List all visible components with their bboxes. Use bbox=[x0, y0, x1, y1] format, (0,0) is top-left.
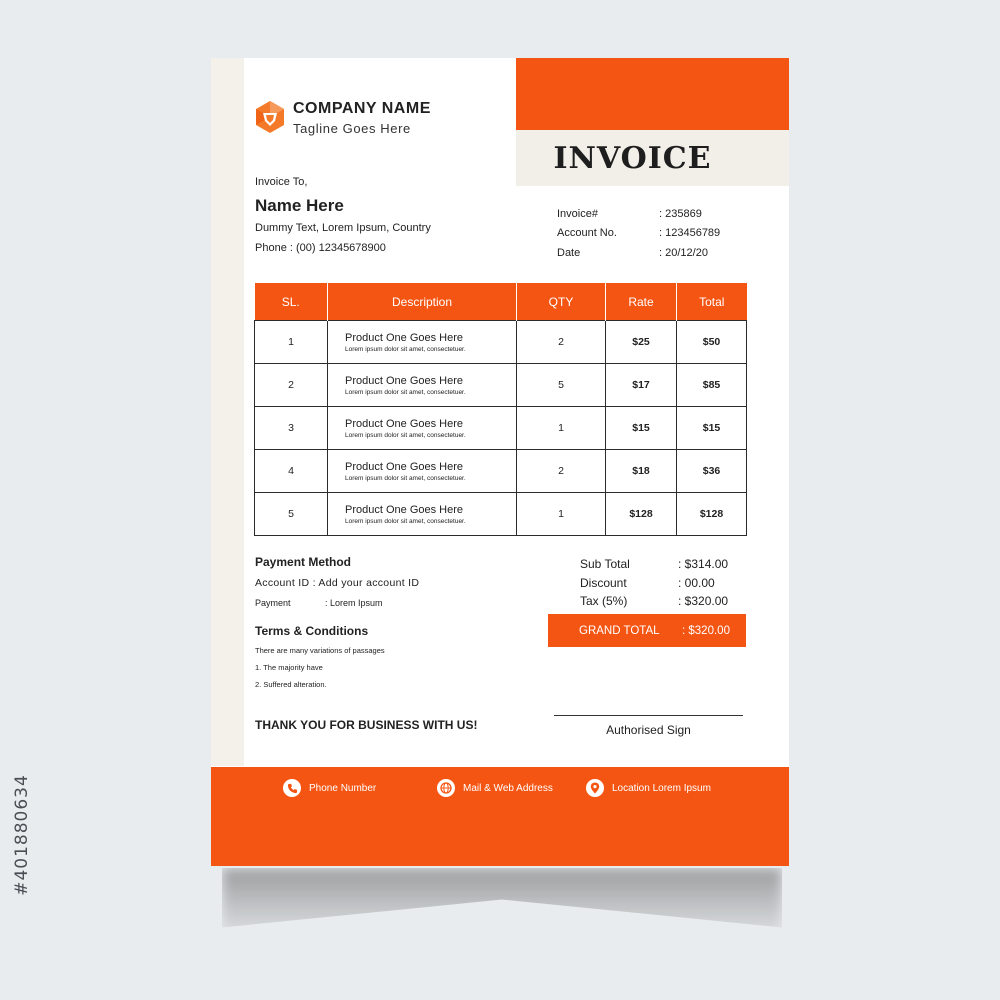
side-strip bbox=[211, 58, 244, 766]
location-pin-icon bbox=[586, 779, 604, 797]
cell-total: $50 bbox=[677, 321, 747, 364]
cell-qty: 1 bbox=[517, 493, 606, 536]
product-title: Product One Goes Here bbox=[345, 460, 464, 473]
cell-qty: 2 bbox=[517, 450, 606, 493]
meta-label: Invoice# bbox=[557, 207, 598, 220]
client-address: Dummy Text, Lorem Ipsum, Country bbox=[255, 222, 431, 234]
client-name: Name Here bbox=[255, 196, 344, 215]
company-name: COMPANY NAME bbox=[293, 100, 431, 117]
terms-heading: Terms & Conditions bbox=[255, 624, 369, 638]
cell-rate: $18 bbox=[606, 450, 677, 493]
company-block bbox=[293, 100, 431, 136]
cell-qty: 5 bbox=[517, 364, 606, 407]
meta-value: : 20/12/20 bbox=[659, 246, 708, 259]
product-title: Product One Goes Here bbox=[345, 374, 464, 387]
cell-description bbox=[328, 450, 517, 493]
table-row bbox=[255, 321, 747, 364]
invoice-page bbox=[211, 58, 789, 866]
cell-description bbox=[328, 407, 517, 450]
table-row bbox=[255, 493, 747, 536]
signature-line bbox=[554, 715, 743, 716]
cell-sl: 3 bbox=[255, 407, 328, 450]
cell-total: $36 bbox=[677, 450, 747, 493]
terms-line: 1. The majority have bbox=[255, 663, 323, 672]
product-subtitle: Lorem ipsum dolor sit amet, consectetuer. bbox=[345, 388, 466, 396]
product-subtitle: Lorem ipsum dolor sit amet, consectetuer. bbox=[345, 345, 466, 353]
grand-total-value: : $320.00 bbox=[682, 624, 730, 637]
invoice-to-block bbox=[255, 176, 431, 254]
cell-sl: 4 bbox=[255, 450, 328, 493]
footer-phone-label: Phone Number bbox=[309, 782, 377, 794]
totals-row bbox=[580, 592, 728, 611]
payment-method-block bbox=[255, 555, 419, 608]
product-subtitle: Lorem ipsum dolor sit amet, consectetuer. bbox=[345, 474, 466, 482]
cell-description bbox=[328, 493, 517, 536]
table-row bbox=[255, 450, 747, 493]
footer-web bbox=[437, 779, 553, 797]
col-header-rate: Rate bbox=[606, 283, 677, 321]
table-row bbox=[255, 407, 747, 450]
totals-row bbox=[580, 574, 728, 593]
col-header-sl: SL. bbox=[255, 283, 328, 321]
product-title: Product One Goes Here bbox=[345, 331, 464, 344]
client-phone: Phone : (00) 12345678900 bbox=[255, 242, 386, 254]
totals-value: : 00.00 bbox=[678, 575, 715, 590]
cell-rate: $128 bbox=[606, 493, 677, 536]
col-header-qty: QTY bbox=[517, 283, 606, 321]
payment-row bbox=[255, 598, 419, 608]
cell-rate: $25 bbox=[606, 321, 677, 364]
payment-heading: Payment Method bbox=[255, 555, 352, 569]
payment-value: : Lorem Ipsum bbox=[325, 598, 383, 608]
meta-label: Date bbox=[557, 246, 581, 259]
thank-you-note: THANK YOU FOR BUSINESS WITH US! bbox=[255, 718, 478, 732]
terms-block bbox=[255, 624, 385, 689]
table-row bbox=[255, 364, 747, 407]
cell-total: $15 bbox=[677, 407, 747, 450]
meta-row bbox=[557, 224, 720, 244]
product-title: Product One Goes Here bbox=[345, 503, 464, 516]
terms-line: 2. Suffered alteration. bbox=[255, 680, 327, 689]
items-table bbox=[254, 283, 747, 536]
table-header-row bbox=[255, 283, 747, 321]
totals-value: : $314.00 bbox=[678, 557, 729, 572]
totals-label: Sub Total bbox=[580, 557, 630, 572]
product-title: Product One Goes Here bbox=[345, 417, 464, 430]
cell-rate: $15 bbox=[606, 407, 677, 450]
terms-line: There are many variations of passages bbox=[255, 646, 385, 655]
totals-block bbox=[580, 555, 728, 611]
footer-phone bbox=[283, 779, 376, 797]
cell-total: $85 bbox=[677, 364, 747, 407]
invoice-meta bbox=[557, 204, 720, 263]
cell-total: $128 bbox=[677, 493, 747, 536]
stock-id: #401880634 bbox=[12, 774, 32, 896]
meta-row bbox=[557, 204, 720, 224]
col-header-total: Total bbox=[677, 283, 747, 321]
product-subtitle: Lorem ipsum dolor sit amet, consectetuer. bbox=[345, 431, 466, 439]
grand-total-bar bbox=[548, 614, 746, 647]
meta-label: Account No. bbox=[557, 227, 617, 240]
cell-sl: 2 bbox=[255, 364, 328, 407]
meta-value: : 123456789 bbox=[659, 227, 721, 240]
phone-icon bbox=[283, 779, 301, 797]
footer-web-label: Mail & Web Address bbox=[463, 782, 553, 794]
page-shadow bbox=[222, 868, 782, 938]
payment-account: Account ID : Add your account ID bbox=[255, 577, 420, 589]
totals-row bbox=[580, 555, 728, 574]
title-box bbox=[516, 130, 789, 186]
footer-location-label: Location Lorem Ipsum bbox=[612, 782, 711, 794]
signature-label: Authorised Sign bbox=[606, 723, 691, 737]
meta-row bbox=[557, 243, 720, 263]
cell-qty: 1 bbox=[517, 407, 606, 450]
cell-description bbox=[328, 321, 517, 364]
company-logo-icon bbox=[253, 100, 287, 134]
product-subtitle: Lorem ipsum dolor sit amet, consectetuer. bbox=[345, 517, 466, 525]
company-tagline: Tagline Goes Here bbox=[293, 121, 411, 136]
meta-value: : 235869 bbox=[659, 207, 702, 220]
grand-total-label: GRAND TOTAL bbox=[579, 624, 660, 637]
footer-location bbox=[586, 779, 711, 797]
col-header-description: Description bbox=[328, 283, 517, 321]
invoice-title: INVOICE bbox=[553, 140, 712, 176]
header-accent-block bbox=[516, 58, 789, 130]
cell-qty: 2 bbox=[517, 321, 606, 364]
totals-value: : $320.00 bbox=[678, 594, 729, 609]
cell-sl: 5 bbox=[255, 493, 328, 536]
totals-label: Discount bbox=[580, 575, 627, 590]
cell-description bbox=[328, 364, 517, 407]
cell-rate: $17 bbox=[606, 364, 677, 407]
footer-bar bbox=[211, 767, 789, 866]
totals-label: Tax (5%) bbox=[580, 594, 628, 609]
payment-label: Payment bbox=[255, 598, 291, 608]
globe-icon bbox=[437, 779, 455, 797]
invoice-to-label: Invoice To, bbox=[255, 176, 308, 188]
cell-sl: 1 bbox=[255, 321, 328, 364]
